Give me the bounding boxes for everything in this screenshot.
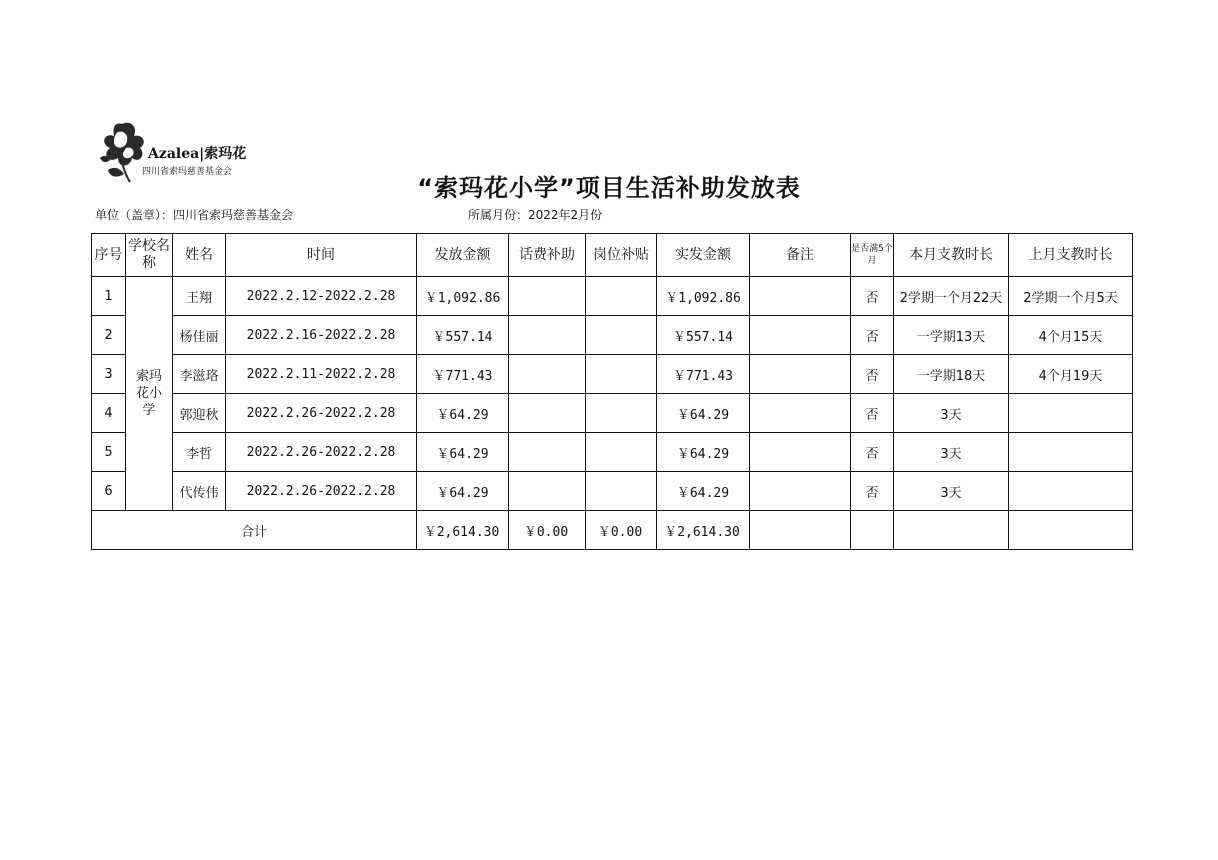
total-five-months <box>851 511 894 550</box>
row-note <box>750 355 851 394</box>
row-seq: 5 <box>92 433 126 472</box>
row-this-month: 3天 <box>894 472 1009 511</box>
row-time: 2022.2.26-2022.2.28 <box>226 472 417 511</box>
header-last-month-duration: 上月支教时长 <box>1009 234 1133 277</box>
row-name: 李滋珞 <box>173 355 226 394</box>
row-post <box>586 316 657 355</box>
subsidy-table <box>91 233 1133 550</box>
row-post <box>586 433 657 472</box>
table-row <box>92 433 1133 472</box>
table-row <box>92 394 1133 433</box>
total-label: 合计 <box>92 511 417 550</box>
row-seq: 6 <box>92 472 126 511</box>
row-last-month: 2学期一个月5天 <box>1009 277 1133 316</box>
row-phone <box>509 433 586 472</box>
row-this-month: 2学期一个月22天 <box>894 277 1009 316</box>
header-name: 姓名 <box>173 234 226 277</box>
row-phone <box>509 394 586 433</box>
row-phone <box>509 472 586 511</box>
row-last-month <box>1009 394 1133 433</box>
row-amount: ￥64.29 <box>417 394 509 433</box>
row-this-month: 一学期13天 <box>894 316 1009 355</box>
header-seq: 序号 <box>92 234 126 277</box>
unit-label: 单位（盖章）：四川省索玛慈善基金会 <box>95 208 294 222</box>
row-name: 郭迎秋 <box>173 394 226 433</box>
row-five-months: 否 <box>851 277 894 316</box>
month-label: 所属月份：2022年2月份 <box>468 208 603 222</box>
table-header-row <box>92 234 1133 277</box>
header-five-months: 是否满5个月 <box>851 234 894 277</box>
row-seq: 2 <box>92 316 126 355</box>
row-amount: ￥64.29 <box>417 472 509 511</box>
row-post <box>586 394 657 433</box>
row-time: 2022.2.16-2022.2.28 <box>226 316 417 355</box>
row-actual: ￥557.14 <box>657 316 750 355</box>
row-actual: ￥64.29 <box>657 433 750 472</box>
total-note <box>750 511 851 550</box>
header-actual-amount: 实发金额 <box>657 234 750 277</box>
row-last-month <box>1009 433 1133 472</box>
row-note <box>750 433 851 472</box>
row-this-month: 3天 <box>894 394 1009 433</box>
header-amount: 发放金额 <box>417 234 509 277</box>
header-note: 备注 <box>750 234 851 277</box>
row-phone <box>509 355 586 394</box>
row-actual: ￥771.43 <box>657 355 750 394</box>
row-seq: 1 <box>92 277 126 316</box>
header-post-allowance: 岗位补贴 <box>586 234 657 277</box>
total-actual: ￥2,614.30 <box>657 511 750 550</box>
total-row <box>92 511 1133 550</box>
row-post <box>586 472 657 511</box>
row-five-months: 否 <box>851 316 894 355</box>
row-last-month <box>1009 472 1133 511</box>
row-note <box>750 277 851 316</box>
table-row <box>92 472 1133 511</box>
table-row <box>92 277 1133 316</box>
logo-brand-text: Azalea|索玛花 <box>148 146 247 162</box>
table-row <box>92 355 1133 394</box>
total-phone: ￥0.00 <box>509 511 586 550</box>
row-name: 代传伟 <box>173 472 226 511</box>
row-post <box>586 355 657 394</box>
row-time: 2022.2.26-2022.2.28 <box>226 394 417 433</box>
row-name: 王翔 <box>173 277 226 316</box>
row-actual: ￥1,092.86 <box>657 277 750 316</box>
row-phone <box>509 316 586 355</box>
row-five-months: 否 <box>851 394 894 433</box>
row-phone <box>509 277 586 316</box>
total-amount: ￥2,614.30 <box>417 511 509 550</box>
header-this-month-duration: 本月支教时长 <box>894 234 1009 277</box>
row-amount: ￥1,092.86 <box>417 277 509 316</box>
row-five-months: 否 <box>851 472 894 511</box>
table-row <box>92 316 1133 355</box>
row-name: 杨佳丽 <box>173 316 226 355</box>
row-actual: ￥64.29 <box>657 472 750 511</box>
header-time: 时间 <box>226 234 417 277</box>
document-title: “索玛花小学”项目生活补助发放表 <box>417 174 801 202</box>
total-this-month <box>894 511 1009 550</box>
row-post <box>586 277 657 316</box>
row-last-month: 4个月15天 <box>1009 316 1133 355</box>
row-time: 2022.2.11-2022.2.28 <box>226 355 417 394</box>
row-seq: 4 <box>92 394 126 433</box>
logo-subtitle: 四川省索玛慈善基金会 <box>142 167 233 177</box>
row-seq: 3 <box>92 355 126 394</box>
row-note <box>750 472 851 511</box>
header-phone-subsidy: 话费补助 <box>509 234 586 277</box>
school-name-cell: 索玛花小学 <box>126 277 173 511</box>
row-time: 2022.2.12-2022.2.28 <box>226 277 417 316</box>
row-note <box>750 316 851 355</box>
row-this-month: 一学期18天 <box>894 355 1009 394</box>
row-amount: ￥64.29 <box>417 433 509 472</box>
row-five-months: 否 <box>851 355 894 394</box>
row-five-months: 否 <box>851 433 894 472</box>
row-last-month: 4个月19天 <box>1009 355 1133 394</box>
row-name: 李哲 <box>173 433 226 472</box>
row-amount: ￥557.14 <box>417 316 509 355</box>
header-school: 学校名称 <box>126 234 173 277</box>
row-note <box>750 394 851 433</box>
row-actual: ￥64.29 <box>657 394 750 433</box>
row-this-month: 3天 <box>894 433 1009 472</box>
total-last-month <box>1009 511 1133 550</box>
row-amount: ￥771.43 <box>417 355 509 394</box>
row-time: 2022.2.26-2022.2.28 <box>226 433 417 472</box>
total-post: ￥0.00 <box>586 511 657 550</box>
